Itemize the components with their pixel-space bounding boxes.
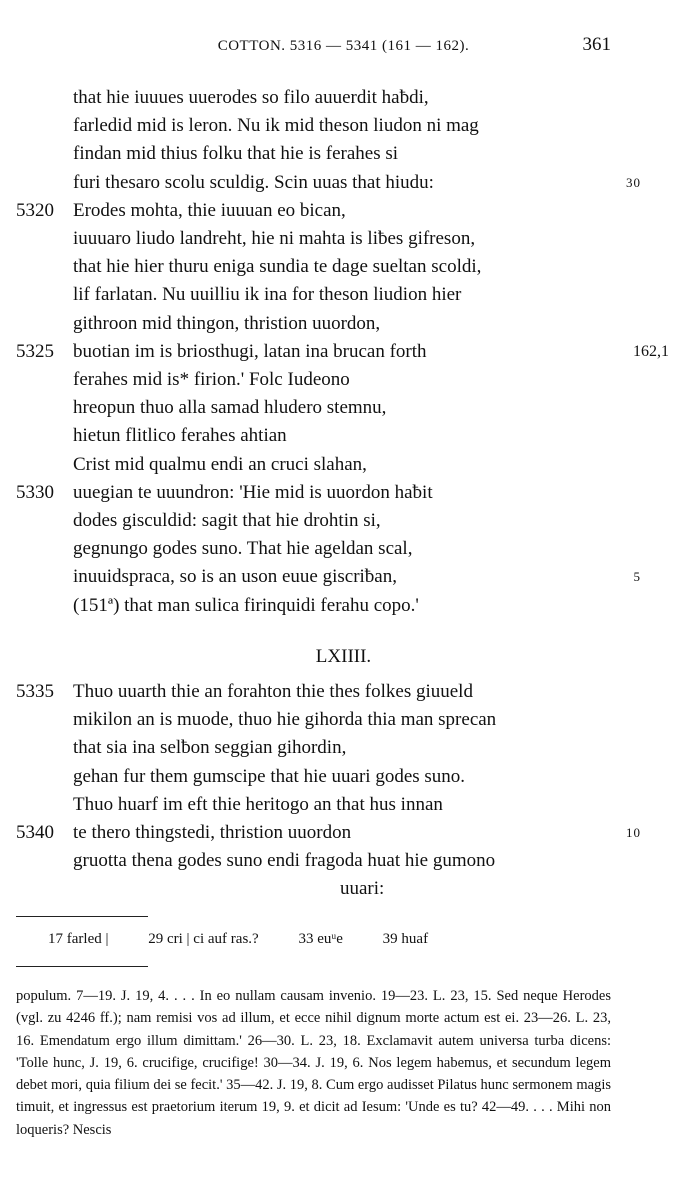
verse-line: githroon mid thingon, thristion uuordon, — [73, 312, 381, 334]
verse-line: gegnungo godes suno. That hie ageldan scal, — [73, 538, 413, 560]
verse-line: hietun flitlico ferahes ahtian — [73, 425, 287, 447]
footnote-rule — [16, 966, 148, 967]
margin-number: 10 — [626, 825, 641, 840]
verse-line: that sia ina selƀon seggian gihordin, — [73, 737, 347, 759]
verse-line: inuuidspraca, so is an uson euue giscriƀan, — [73, 566, 397, 588]
verse-line: iuuuaro liudo landreht, hie ni mahta is liƀes gifreson, — [73, 228, 476, 249]
verse-line: farledid mid is leron. Nu ik mid theson liudon ni mag — [73, 115, 479, 137]
verse-line: lif farlatan. Nu uuilliu ik ina for theson liudion hier — [73, 284, 462, 306]
line-number: 5325 — [16, 340, 54, 362]
apparatus-entry: 17 farled | — [48, 931, 109, 947]
verse-line: furi thesaro scolu sculdig. Scin uuas that hiudu: — [73, 171, 434, 193]
line-number: 5340 — [16, 822, 54, 843]
line-number: 5320 — [16, 199, 54, 221]
line-number: 5330 — [16, 481, 54, 503]
verse-line: uuari: — [340, 878, 385, 900]
verse-line: Erodes mohta, thie iuuuan eo bican, — [73, 199, 346, 221]
commentary-text: populum. 7—19. J. 19, 4. . . . In eo nullam causam invenio. 19—23. L. 23, 15. Sed neque Herodes (vgl. zu 4246 ff.); nam remisi vos ad illum, et ecce nihil dignum morte actum est ei. 23—26. L. 23, 16. Emendatum ergo illum dimittam.' 26—30. L. 23, 18. Exclamavit autem universa turba dicens: 'Tolle hunc, J. 19, 6. crucifige, crucifige! 30—34. J. 19, 6. Nos legem habemus, et secundum legem debet mori, quia filium dei se fecit.' 35—42. J. 19, 8. Cum ergo audisset Pilatus hunc sermonem magis timuit, et ingressus est praetorium iterum 19, 9. et dicit ad Iesum: 'Unde es tu? 42—49. . . . Mihi non loqueris? Nescis — [16, 988, 611, 1138]
verse-line: that hie iuuues uuerodes so filo auuerdit haƀdi, — [73, 87, 429, 108]
apparatus-entry: 33 euᵘe — [298, 931, 343, 947]
verse-line: (151ª) that man sulica firinquidi ferahu copo.' — [73, 594, 419, 616]
critical-apparatus — [48, 931, 464, 948]
verse-line: that hie hier thuru eniga sundia te dage sueltan scoldi, — [73, 256, 482, 278]
apparatus-entry: 29 cri | ci auf ras.? — [148, 931, 259, 947]
margin-number: 30 — [626, 174, 641, 190]
margin-number: 162,1 — [633, 342, 669, 360]
section-heading: LXIIII. — [315, 646, 372, 667]
verse-line: Crist mid qualmu endi an cruci slahan, — [73, 453, 367, 475]
line-number: 5335 — [16, 681, 54, 702]
verse-line: dodes gisculdid: sagit that hie drohtin si, — [73, 510, 381, 531]
verse-line: findan mid thius folku that hie is ferahes si — [73, 143, 399, 165]
verse-line: gehan fur them gumscipe that hie uuari godes suno. — [73, 765, 466, 787]
margin-number: 5 — [633, 569, 641, 585]
running-header: COTTON. 5316 — 5341 (161 — 162). — [217, 38, 470, 54]
verse-line: Thuo uuarth thie an forahton thie thes folkes giuueld — [73, 681, 473, 702]
footnote-rule — [16, 916, 148, 917]
page-number: 361 — [582, 34, 611, 55]
verse-line: gruotta thena godes suno endi fragoda huat hie gumono — [73, 850, 496, 872]
verse-line: te thero thingstedi, thristion uuordon — [73, 822, 352, 843]
apparatus-entry: 39 huaf — [382, 931, 429, 947]
verse-line: hreopun thuo alla samad hludero stemnu, — [73, 397, 387, 419]
verse-line: uuegian te uuundron: 'Hie mid is uuordon haƀit — [73, 481, 433, 503]
verse-line: ferahes mid is* firion.' Folc Iudeono — [73, 369, 350, 390]
verse-line: Thuo huarf im eft thie heritogo an that hus innan — [73, 793, 443, 815]
commentary — [16, 985, 611, 1141]
verse-line: mikilon an is muode, thuo hie gihorda thia man sprecan — [73, 709, 497, 731]
verse-line: buotian im is briosthugi, latan ina brucan forth — [73, 340, 427, 362]
